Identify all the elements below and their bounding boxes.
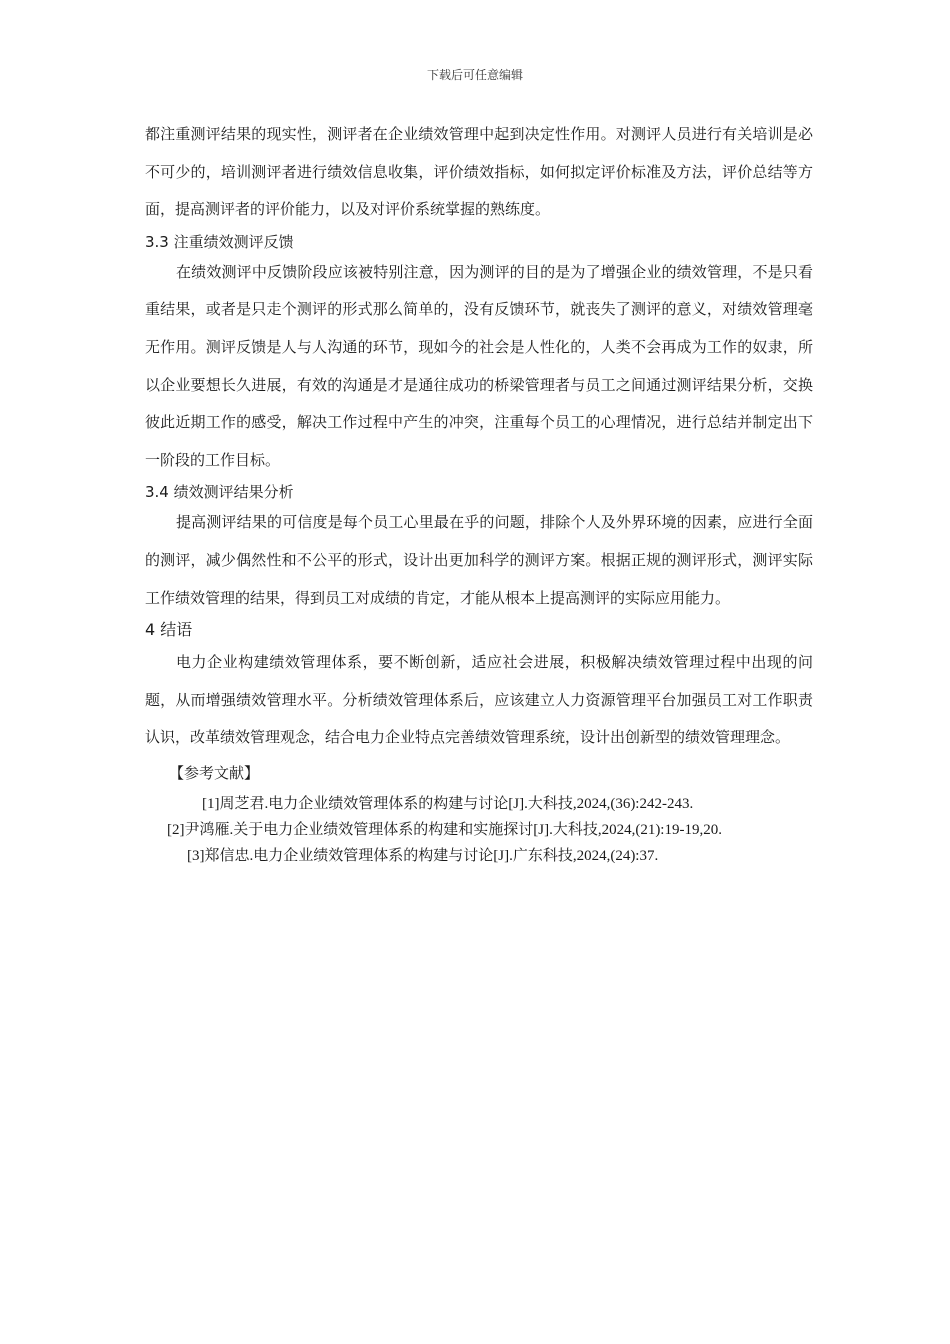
- paragraph-continued: 都注重测评结果的现实性，测评者在企业绩效管理中起到决定性作用。对测评人员进行有关培训是必不可少的，培训测评者进行绩效信息收集，评价绩效指标，如何拟定评价标准及方法，评价总结等方面，提高测评者的评价能力，以及对评价系统掌握的熟练度。: [145, 125, 813, 219]
- section-heading-3-3: 3.3 注重绩效测评反馈: [145, 232, 294, 251]
- reference-item: [1]周芝君.电力企业绩效管理体系的构建与讨论[J].大科技,2024,(36):242-243.: [202, 795, 694, 812]
- reference-item: [2]尹鸿雁.关于电力企业绩效管理体系的构建和实施探讨[J].大科技,2024,(21):19-19,20.: [167, 821, 722, 838]
- document-body: [145, 116, 813, 869]
- reference-item: [3]郑信忠.电力企业绩效管理体系的构建与讨论[J].广东科技,2024,(24):37.: [187, 847, 659, 864]
- references-title: 【参考文献】: [169, 763, 260, 782]
- section-heading-3-4: 3.4 绩效测评结果分析: [145, 483, 294, 502]
- paragraph-feedback: 在绩效测评中反馈阶段应该被特别注意，因为测评的目的是为了增强企业的绩效管理，不是只看重结果，或者是只走个测评的形式那么简单的，没有反馈环节，就丧失了测评的意义，对绩效管理毫无作用。测评反馈是人与人沟通的环节，现如今的社会是人性化的，人类不会再成为工作的奴隶，所以企业要想长久进展，有效的沟通是才是通往成功的桥梁管理者与员工之间通过测评结果分析，交换彼此近期工作的感受，解决工作过程中产生的冲突，注重每个员工的心理情况，进行总结并制定出下一阶段的工作目标。: [145, 262, 813, 469]
- section-heading-4: 4 结语: [145, 620, 193, 640]
- paragraph-analysis: 提高测评结果的可信度是每个员工心里最在乎的问题，排除个人及外界环境的因素，应进行全面的测评，减少偶然性和不公平的形式，设计出更加科学的测评方案。根据正规的测评形式，测评实际工作绩效管理的结果，得到员工对成绩的肯定，才能从根本上提高测评的实际应用能力。: [145, 513, 813, 607]
- page-header: 下载后可任意编辑: [426, 68, 523, 82]
- paragraph-conclusion: 电力企业构建绩效管理体系，要不断创新，适应社会进展，积极解决绩效管理过程中出现的问题，从而增强绩效管理水平。分析绩效管理体系后，应该建立人力资源管理平台加强员工对工作职责认识，改革绩效管理观念，结合电力企业特点完善绩效管理系统，设计出创新型的绩效管理理念。: [145, 653, 813, 747]
